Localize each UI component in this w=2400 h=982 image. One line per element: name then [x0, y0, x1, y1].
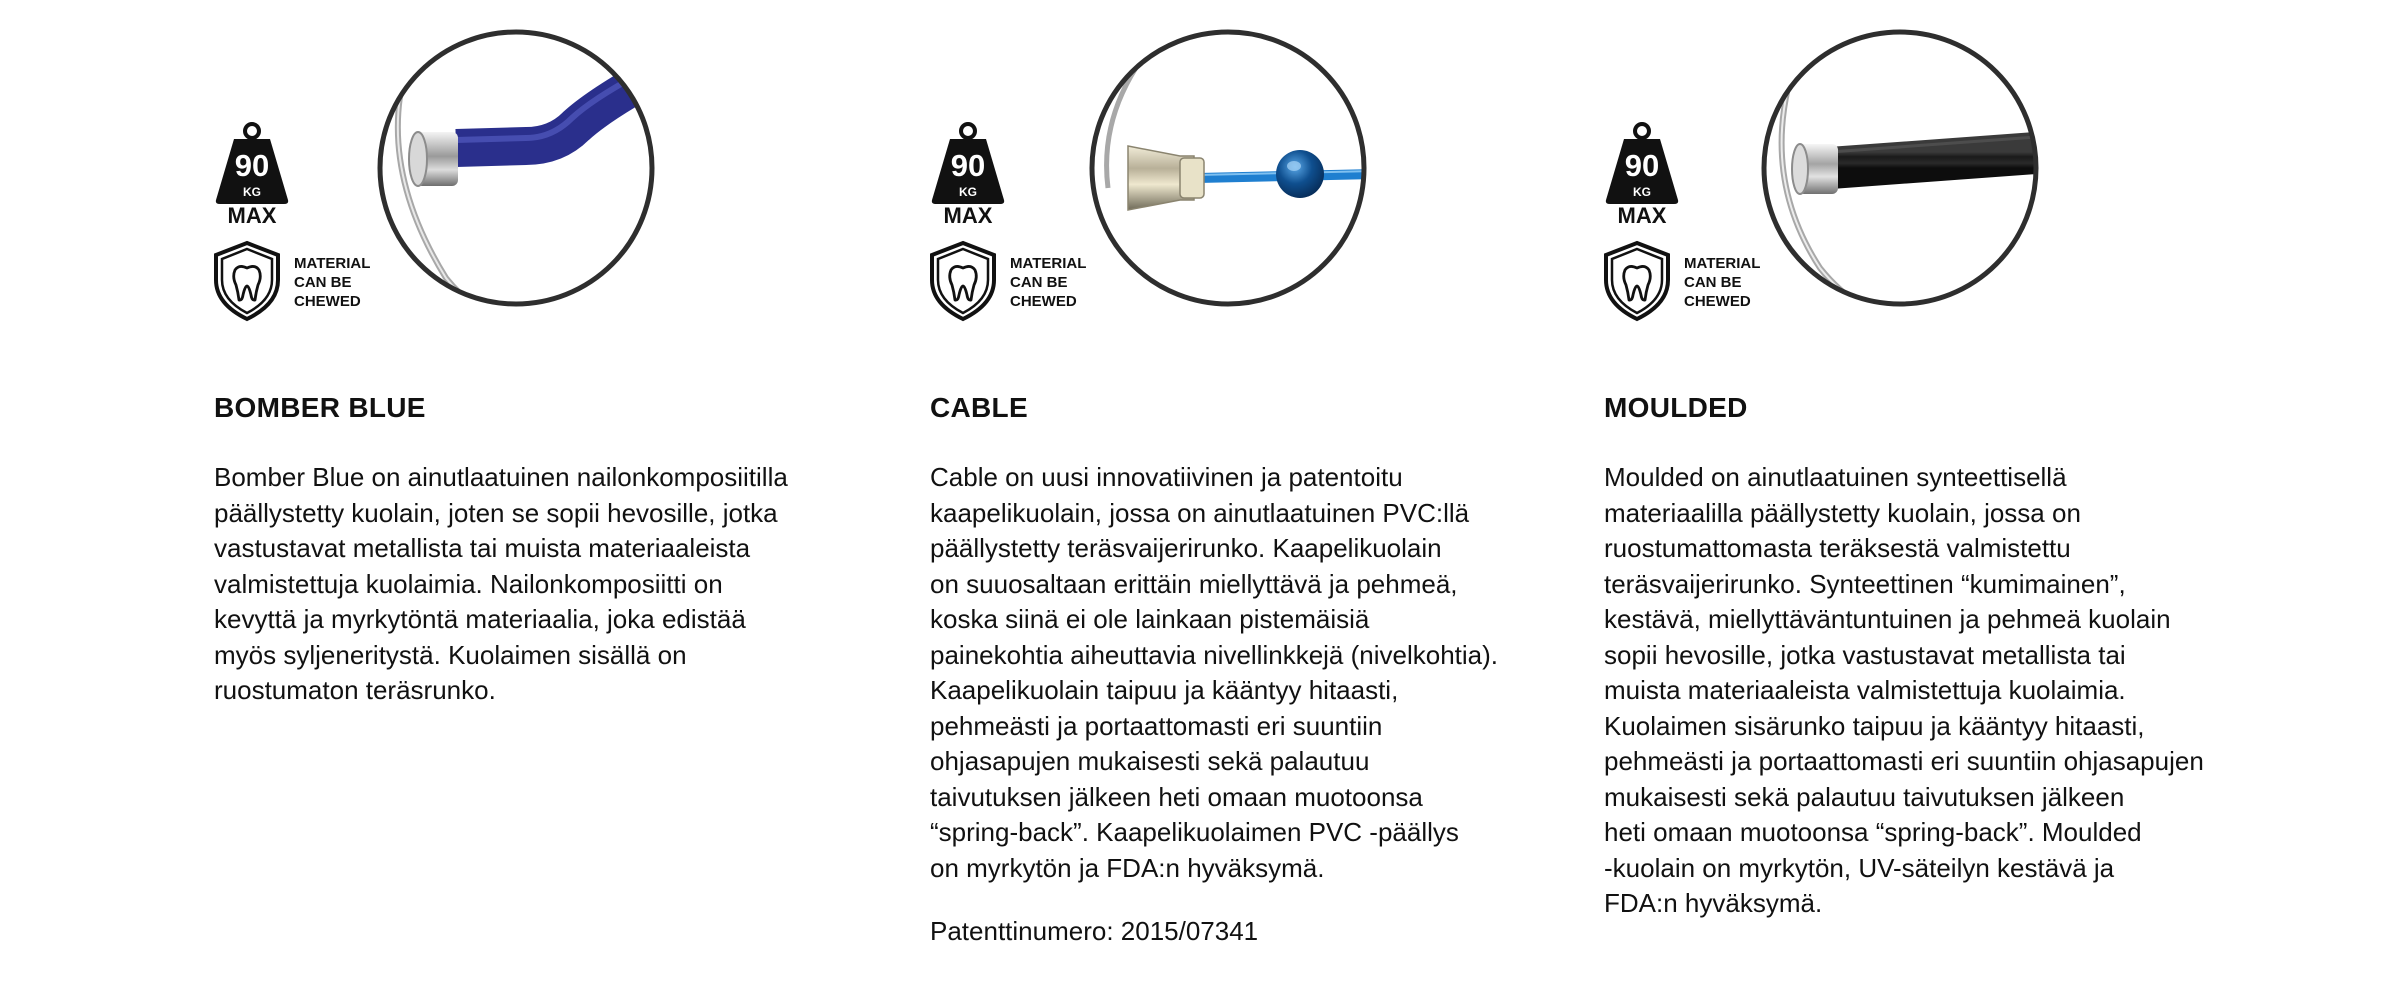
description-line: on suuosaltaan erittäin miellyttävä ja pehmeä, — [930, 568, 1458, 599]
product-description — [214, 460, 788, 709]
description-line: päällystetty kuolain, joten se sopii hevosille, jotka — [214, 497, 778, 528]
weight-unit: KG — [1633, 185, 1651, 199]
weight-value: 90 — [234, 148, 270, 183]
weight-unit: KG — [243, 185, 261, 199]
tooth-shield-icon — [212, 240, 282, 322]
weight-label: MAX — [227, 203, 277, 224]
chewable-material-badge — [212, 240, 402, 325]
chew-line: CHEWED — [294, 293, 361, 310]
description-line: valmistettuja kuolaimia. Nailonkomposiitti on — [214, 568, 723, 599]
weight-value: 90 — [1624, 148, 1660, 183]
description-line: Kaapelikuolain taipuu ja kääntyy hitaasti, — [930, 675, 1399, 705]
product-description — [930, 460, 1498, 886]
description-line: muista materiaaleista valmistettuja kuolaimia. — [1604, 675, 2126, 705]
description-line: ruostumattomasta teräksestä valmistettu — [1604, 533, 2071, 563]
weight-value: 90 — [950, 148, 986, 183]
product-description — [1604, 460, 2204, 922]
chew-line: CAN BE — [1010, 274, 1068, 291]
product-image-moulded — [1760, 28, 2040, 308]
description-line: myös syljeneritystä. Kuolaimen sisällä on — [214, 639, 687, 670]
weight-label: MAX — [943, 203, 993, 224]
description-line: Kuolaimen sisärunko taipuu ja kääntyy hitaasti, — [1604, 710, 2145, 741]
description-line: taivutuksen jälkeen heti omaan muotoonsa — [930, 781, 1423, 812]
product-image-cable — [1088, 28, 1368, 308]
weight-90kg-max-icon — [212, 122, 292, 224]
description-line: Moulded on ainutlaatuinen synteettisellä — [1604, 462, 2067, 492]
chew-line: MATERIAL — [294, 255, 371, 272]
weight-90kg-max-icon — [928, 122, 1008, 224]
weight-label: MAX — [1617, 203, 1667, 224]
product-image-bomber-blue — [376, 28, 656, 308]
description-line: -kuolain on myrkytön, UV-säteilyn kestävä ja — [1604, 852, 2115, 883]
description-line: pehmeästi ja portaattomasti eri suuntiin — [930, 710, 1383, 741]
description-line: kestävä, miellyttäväntuntuinen ja pehmeä kuolain — [1604, 604, 2171, 634]
patent-number: Patenttinumero: 2015/07341 — [930, 916, 1259, 946]
description-line: kaapelikuolain, jossa on ainutlaatuinen PVC:llä — [930, 497, 1470, 528]
description-line: Bomber Blue on ainutlaatuinen nailonkomposiitilla — [214, 462, 788, 492]
product-title: MOULDED — [1604, 392, 1748, 423]
description-line: heti omaan muotoonsa “spring-back”. Moulded — [1604, 817, 2142, 847]
tooth-shield-icon — [1602, 240, 1672, 322]
description-line: pehmeästi ja portaattomasti eri suuntiin ohjasapujen — [1604, 746, 2204, 776]
product-title: BOMBER BLUE — [214, 392, 426, 423]
chew-line: MATERIAL — [1010, 255, 1087, 272]
tooth-shield-icon — [928, 240, 998, 322]
description-line: materiaalilla päällystetty kuolain, jossa on — [1604, 497, 2081, 528]
description-line: Cable on uusi innovatiivinen ja patentoitu — [930, 462, 1403, 492]
description-line: ruostumaton teräsrunko. — [214, 675, 496, 705]
product-title: CABLE — [930, 392, 1028, 423]
chew-line: CAN BE — [1684, 274, 1742, 291]
description-line: teräsvaijerirunko. Synteettinen “kumimainen”, — [1604, 568, 2126, 599]
description-line: vastustavat metallista tai muista materiaaleista — [214, 533, 751, 563]
weight-unit: KG — [959, 185, 977, 199]
description-line: sopii hevosille, jotka vastustavat metallista tai — [1604, 639, 2126, 670]
chew-line: CHEWED — [1010, 293, 1077, 310]
chew-line: MATERIAL — [1684, 255, 1761, 272]
chew-line: CAN BE — [294, 274, 352, 291]
weight-90kg-max-icon — [1602, 122, 1682, 224]
chew-line: CHEWED — [1684, 293, 1751, 310]
description-line: mukaisesti sekä palautuu taivutuksen jälkeen — [1604, 781, 2125, 812]
description-line: painekohtia aiheuttavia nivellinkkejä (nivelkohtia). — [930, 639, 1499, 670]
description-line: koska siinä ei ole lainkaan pistemäisiä — [930, 604, 1370, 634]
description-line: FDA:n hyväksymä. — [1604, 888, 1823, 918]
description-line: “spring-back”. Kaapelikuolaimen PVC -päällys — [930, 817, 1459, 847]
description-line: on myrkytön ja FDA:n hyväksymä. — [930, 852, 1325, 883]
description-line: päällystetty teräsvaijerirunko. Kaapelikuolain — [930, 533, 1442, 563]
description-line: ohjasapujen mukaisesti sekä palautuu — [930, 746, 1370, 776]
description-line: kevyttä ja myrkytöntä materiaalia, joka edistää — [214, 604, 746, 634]
